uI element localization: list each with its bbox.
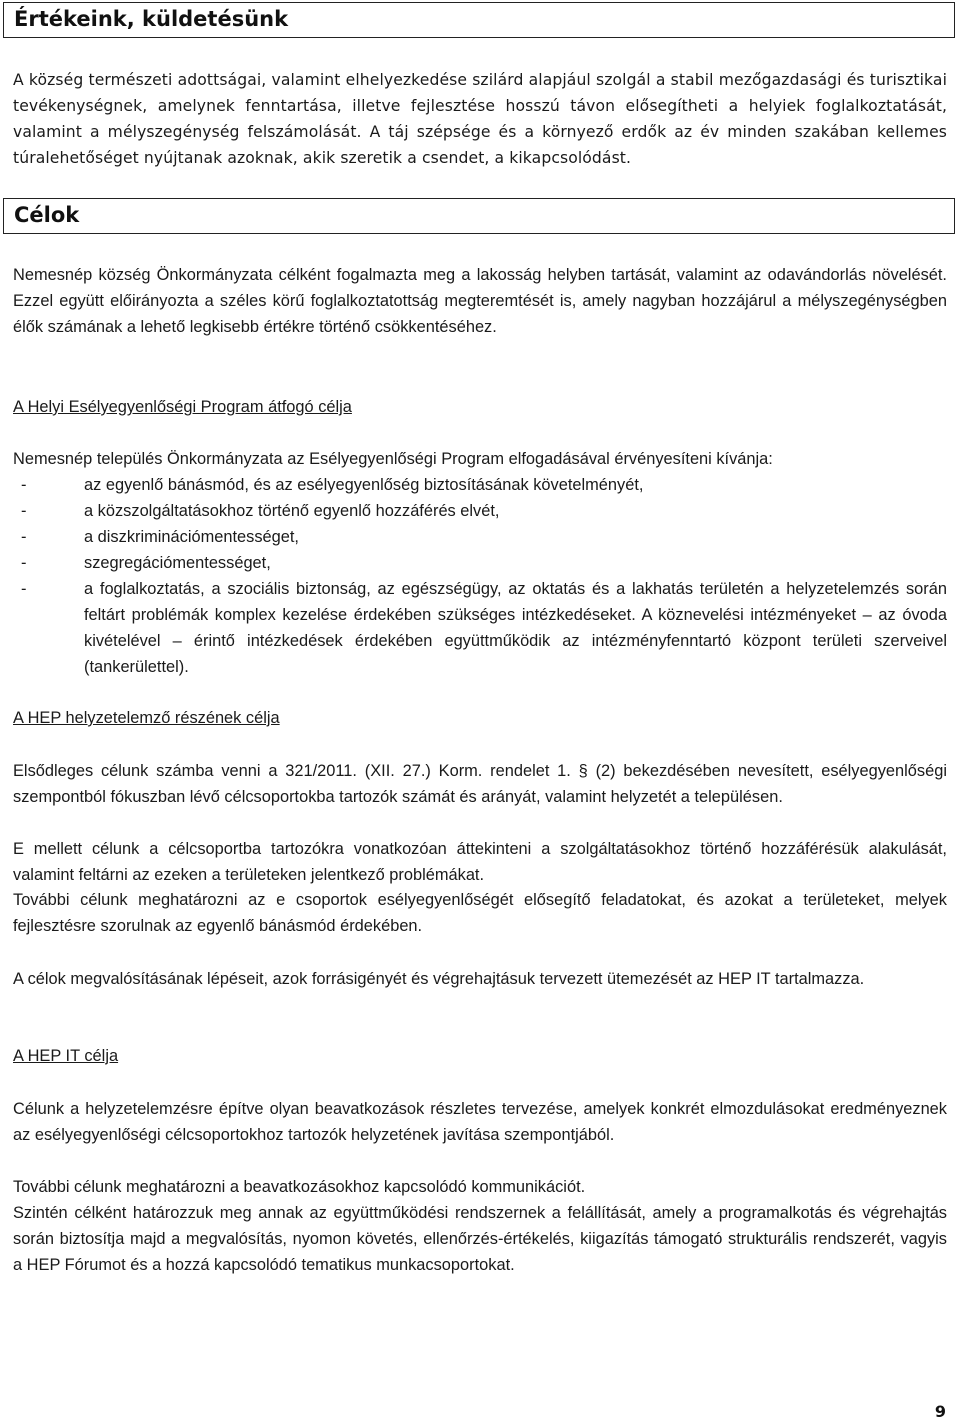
list-item: - a közszolgáltatásokhoz történő egyenlő hozzáférés elvét, bbox=[13, 498, 947, 524]
list-item: - az egyenlő bánásmód, és az esélyegyenlőség biztosításának követelményét, bbox=[13, 472, 947, 498]
dash-bullet: - bbox=[21, 528, 27, 546]
list-item: - a diszkriminációmentességet, bbox=[13, 524, 947, 550]
goals-intro-paragraph: Nemesnép község Önkormányzata célként fogalmazta meg a lakosság helyben tartását, valamint az odavándorlás növelését. Ezzel együtt előirányozta a széles körű foglalkoztatottság megteremtését is, amely nagyban hozzájárul a mélyszegénységben élők számának a lehető legkisebb értékre történő csökkentéséhez. bbox=[13, 266, 947, 336]
section-heading-values: Értékeink, küldetésünk bbox=[3, 2, 955, 38]
dash-bullet: - bbox=[21, 502, 27, 520]
section-heading-goals: Célok bbox=[3, 198, 955, 234]
list-item: - szegregációmentességet, bbox=[13, 550, 947, 576]
program-goals-list bbox=[13, 472, 947, 680]
dash-bullet: - bbox=[21, 554, 27, 572]
values-paragraph: A község természeti adottságai, valamint elhelyezkedése szilárd alapjául szolgál a stabil mezőgazdasági és turisztikai tevékenységnek, amelynek fenntartása, illetve fejlesztése hosszú távon elősegítheti a helyiek foglalkoztatását, valamint a mélyszegénység felszámolását. A táj szépsége és a környező erdők az év minden szakában kellemes túralehetőséget nyújtanak azoknak, akik szeretik a csendet, a kikapcsolódást. bbox=[13, 71, 947, 167]
analysis-paragraph-3: További célunk meghatározni az e csoportok esélyegyenlőségét elősegítő feladatokat, és azokat a területeket, melyek fejlesztésre szorulnak az egyenlő bánásmód érdekében. bbox=[13, 891, 947, 935]
it-paragraph-3: Szintén célként határozzuk meg annak az együttműködési rendszernek a felállítását, amely a programalkotás és végrehajtás során biztosítja majd a megvalósítás, nyomon követés, ellenőrzés-értékelés, kiigazítás támogató strukturális rendszerét, vagyis a HEP Fórumot és a hozzá kapcsolódó tematikus munkacsoportokat. bbox=[13, 1204, 947, 1274]
analysis-paragraph-4: A célok megvalósításának lépéseit, azok forrásigényét és végrehajtásuk tervezett ütemezését az HEP IT tartalmazza. bbox=[13, 970, 865, 988]
it-paragraph-1: Célunk a helyzetelemzésre építve olyan beavatkozások részletes tervezése, amelyek konkrét elmozdulásokat eredményeznek az esélyegyenlőségi célcsoportokhoz tartozók helyzetének javítása szempontjából. bbox=[13, 1100, 947, 1144]
it-paragraph-2: További célunk meghatározni a beavatkozásokhoz kapcsolódó kommunikációt. bbox=[13, 1178, 586, 1196]
page-number: 9 bbox=[934, 1402, 946, 1421]
list-item: - a foglalkoztatás, a szociális biztonság, az egészségügy, az oktatás és a lakhatás területén a helyzetelemzés során feltárt problémák komplex kezelése érdekében szükséges intézkedéseket. A köznevelési intézményeket – az óvoda kivételével – érintő intézkedések érdekében együttműködik az intézményfenntartó központ területi szerveivel (tankerülettel). bbox=[13, 576, 947, 680]
analysis-paragraph-2: E mellett célunk a célcsoportba tartozókra vonatkozóan áttekinteni a szolgáltatásokhoz történő hozzáférésük alakulását, valamint feltárni az ezeken a területeken jelentkező problémákat. bbox=[13, 840, 947, 884]
dash-bullet: - bbox=[21, 476, 27, 494]
analysis-paragraph-1: Elsődleges célunk számba venni a 321/2011. (XII. 27.) Korm. rendelet 1. § (2) bekezdésében nevesített, esélyegyenlőségi szempontból fókuszban lévő célcsoportokba tartozók számát és arányát, valamint helyzetét a településen. bbox=[13, 762, 947, 806]
program-goal-heading: A Helyi Esélyegyenlőségi Program átfogó célja bbox=[13, 398, 352, 416]
program-intro-paragraph: Nemesnép település Önkormányzata az Esélyegyenlőségi Program elfogadásával érvényesíteni kívánja: bbox=[13, 450, 773, 468]
analysis-goal-heading: A HEP helyzetelemző részének célja bbox=[13, 709, 280, 727]
it-goal-heading: A HEP IT célja bbox=[13, 1047, 119, 1065]
dash-bullet: - bbox=[21, 580, 27, 598]
